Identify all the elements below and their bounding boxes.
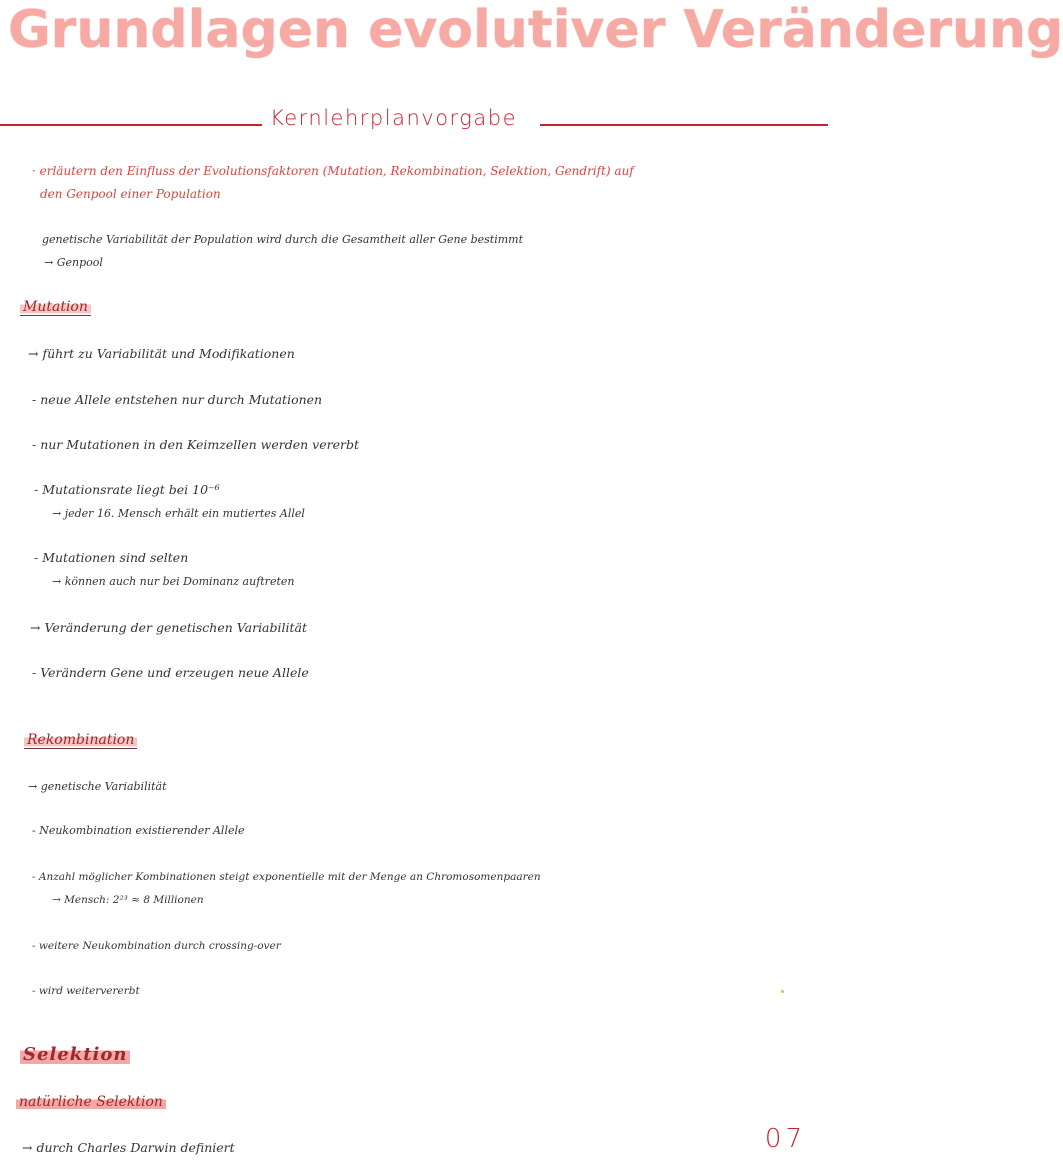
rekombination-item: - wird weitervererbt	[32, 985, 140, 997]
mutation-item: - Mutationen sind selten	[34, 550, 189, 565]
mutation-item: - Mutationsrate liegt bei 10⁻⁶	[34, 482, 220, 497]
mutation-item: - nur Mutationen in den Keimzellen werden vererbt	[32, 437, 360, 452]
curriculum-line-2: den Genpool einer Population	[40, 187, 221, 201]
heading-mutation: Mutation	[20, 299, 91, 316]
rekombination-item: - weitere Neukombination durch crossing-over	[32, 940, 281, 952]
mutation-item: → führt zu Variabilität und Modifikationen	[28, 346, 295, 361]
page-number: 07	[764, 1124, 806, 1154]
rekombination-item: → Mensch: 2²³ ≈ 8 Millionen	[52, 894, 204, 906]
heading-selektion: Selektion	[20, 1044, 130, 1065]
mutation-item: - Verändern Gene und erzeugen neue Allele	[32, 665, 309, 680]
rule-left	[0, 124, 262, 126]
rule-right	[540, 124, 828, 126]
heading-natuerliche-selektion: natürliche Selektion	[16, 1094, 166, 1110]
page-title: Grundlagen evolutiver Veränderung	[8, 0, 1063, 60]
rekombination-item: - Neukombination existierender Allele	[32, 824, 245, 837]
stray-dot	[781, 990, 784, 993]
rekombination-item: → genetische Variabilität	[28, 780, 167, 793]
genpool-arrow: → Genpool	[44, 256, 103, 269]
mutation-item: → können auch nur bei Dominanz auftreten	[52, 575, 295, 588]
genpool-definition: genetische Variabilität der Population wird durch die Gesamtheit aller Gene bestimmt	[42, 233, 523, 246]
mutation-item: → Veränderung der genetischen Variabilität	[30, 620, 308, 635]
mutation-item: → jeder 16. Mensch erhält ein mutiertes Allel	[52, 507, 305, 520]
selektion-item: → durch Charles Darwin definiert	[22, 1140, 235, 1155]
subtitle-bar	[0, 104, 828, 144]
mutation-item: - neue Allele entstehen nur durch Mutationen	[32, 392, 323, 407]
curriculum-line-1: · erläutern den Einfluss der Evolutionsfaktoren (Mutation, Rekombination, Selektion, Gendrift) auf	[32, 164, 634, 178]
subtitle: Kernlehrplanvorgabe	[270, 106, 518, 130]
heading-rekombination: Rekombination	[24, 732, 137, 749]
rekombination-item: - Anzahl möglicher Kombinationen steigt exponentielle mit der Menge an Chromosomenpaaren	[32, 871, 541, 883]
